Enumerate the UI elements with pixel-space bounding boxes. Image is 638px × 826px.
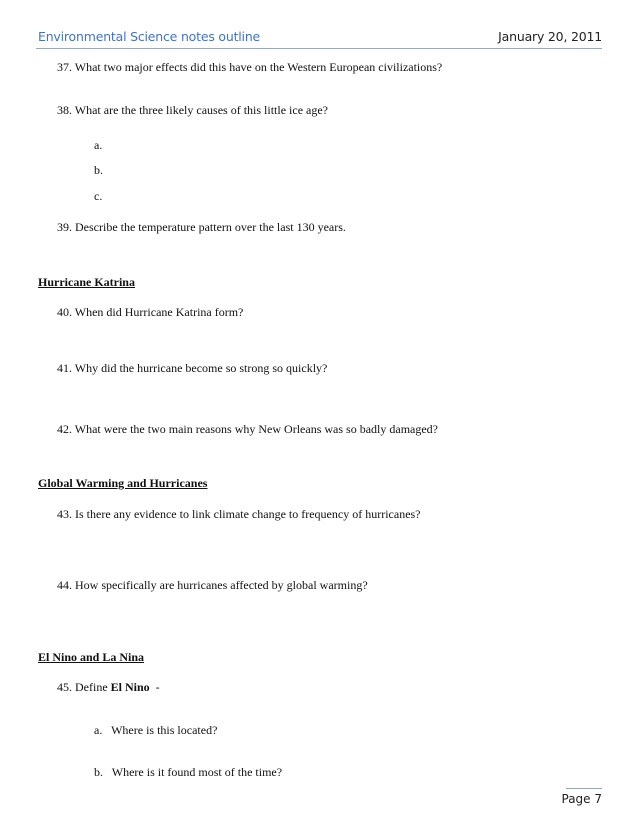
section-heading-el-nino: El Nino and La Nina [38, 650, 145, 664]
question-40: 40. When did Hurricane Katrina form? [57, 305, 244, 319]
section-heading-global-warming: Global Warming and Hurricanes [38, 476, 208, 490]
question-38-b: b. [94, 163, 103, 177]
question-44: 44. How specifically are hurricanes affected by global warming? [57, 578, 368, 592]
question-38-a: a. [94, 138, 103, 152]
question-45-term: El Nino [110, 680, 150, 694]
page-number: Page 7 [561, 792, 602, 806]
question-45-suffix: - [149, 680, 160, 694]
question-41: 41. Why did the hurricane become so strong so quickly? [57, 361, 328, 375]
question-39: 39. Describe the temperature pattern over the last 130 years. [57, 220, 346, 234]
question-45-prefix: 45. Define [57, 680, 111, 694]
question-42: 42. What were the two main reasons why New Orleans was so badly damaged? [57, 422, 438, 436]
header-divider [36, 48, 602, 49]
footer-divider [566, 788, 602, 789]
question-38-c: c. [94, 189, 103, 203]
section-heading-katrina: Hurricane Katrina [38, 275, 135, 289]
header-date: January 20, 2011 [498, 29, 602, 44]
question-37: 37. What two major effects did this have on the Western European civilizations? [57, 60, 443, 74]
question-38: 38. What are the three likely causes of this little ice age? [57, 103, 329, 117]
question-45-a: a. Where is this located? [94, 723, 218, 737]
question-45-b: b. Where is it found most of the time? [94, 765, 283, 779]
question-43: 43. Is there any evidence to link climate change to frequency of hurricanes? [57, 507, 421, 521]
question-45 [57, 680, 160, 695]
header-title: Environmental Science notes outline [38, 29, 261, 44]
